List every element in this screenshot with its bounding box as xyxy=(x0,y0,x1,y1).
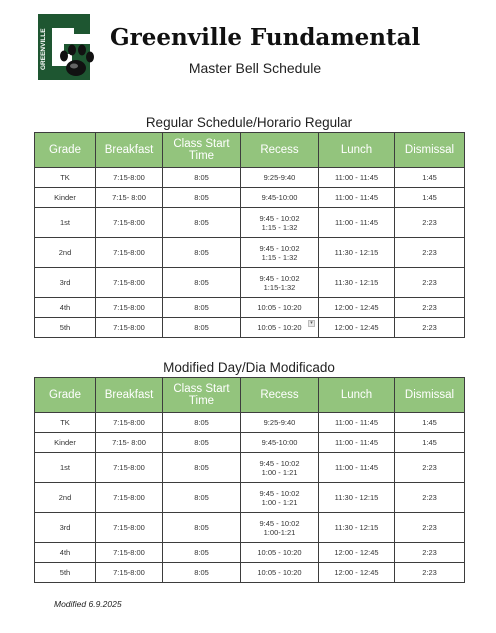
lunch-cell: 12:00 - 12:45 xyxy=(319,563,395,583)
recess-line: 9:45 - 10:02 xyxy=(259,213,300,223)
lunch-cell: 11:00 - 11:45 xyxy=(319,433,395,453)
recess-line: 9:25-9:40 xyxy=(263,173,296,182)
table-row xyxy=(35,298,465,318)
table-row xyxy=(35,318,465,338)
recess-line: 9:45 - 10:02 xyxy=(259,243,300,253)
grade-cell: 2nd xyxy=(35,238,96,268)
grade-cell: 4th xyxy=(35,543,96,563)
recess-cell xyxy=(241,238,319,268)
start-cell: 8:05 xyxy=(163,543,241,563)
table-row xyxy=(35,483,465,513)
recess-cell xyxy=(241,483,319,513)
recess-cell xyxy=(241,413,319,433)
recess-cell xyxy=(241,453,319,483)
lunch-cell: 11:30 - 12:15 xyxy=(319,513,395,543)
recess-cell[interactable] xyxy=(241,318,319,338)
recess-line: 9:45 - 10:02 xyxy=(259,518,300,528)
recess-line: 9:25-9:40 xyxy=(263,418,296,427)
col-header-class-start-time: Class Start Time xyxy=(163,378,241,413)
recess-line: 1:15-1:32 xyxy=(263,282,296,292)
recess-line: 1:00-1:21 xyxy=(263,527,296,537)
dismissal-cell: 2:23 xyxy=(395,238,465,268)
recess-line: 10:05 - 10:20 xyxy=(257,303,302,312)
modified-schedule-title: Modified Day/Dia Modificado xyxy=(163,360,335,375)
start-cell: 8:05 xyxy=(163,268,241,298)
regular-schedule-table xyxy=(34,132,465,338)
lunch-cell: 11:30 - 12:15 xyxy=(319,238,395,268)
school-logo xyxy=(34,12,96,82)
breakfast-cell: 7:15-8:00 xyxy=(96,483,163,513)
breakfast-cell: 7:15-8:00 xyxy=(96,563,163,583)
start-cell: 8:05 xyxy=(163,453,241,483)
start-cell: 8:05 xyxy=(163,413,241,433)
recess-line: 9:45-10:00 xyxy=(261,438,298,447)
breakfast-cell: 7:15-8:00 xyxy=(96,453,163,483)
recess-cell xyxy=(241,513,319,543)
start-cell: 8:05 xyxy=(163,318,241,338)
page-title: Greenville Fundamental xyxy=(110,24,421,51)
lunch-cell: 11:30 - 12:15 xyxy=(319,483,395,513)
modified-schedule-table xyxy=(34,377,465,583)
start-cell: 8:05 xyxy=(163,513,241,543)
grade-cell: 5th xyxy=(35,318,96,338)
dismissal-cell: 2:23 xyxy=(395,208,465,238)
col-header-class-start-time: Class Start Time xyxy=(163,133,241,168)
logo-lettering: GREENVILLE xyxy=(40,28,47,70)
grade-cell: TK xyxy=(35,413,96,433)
table-row xyxy=(35,238,465,268)
grade-cell: 3rd xyxy=(35,268,96,298)
table-row xyxy=(35,168,465,188)
dismissal-cell: 2:23 xyxy=(395,513,465,543)
breakfast-cell: 7:15-8:00 xyxy=(96,413,163,433)
dropdown-arrow-icon[interactable]: ▾ xyxy=(308,320,315,327)
breakfast-cell: 7:15-8:00 xyxy=(96,168,163,188)
dismissal-cell: 2:23 xyxy=(395,318,465,338)
start-cell: 8:05 xyxy=(163,563,241,583)
recess-line: 9:45 - 10:02 xyxy=(259,488,300,498)
recess-line: 10:05 - 10:20 xyxy=(257,568,302,577)
col-header-recess: Recess xyxy=(241,133,319,168)
col-header-recess: Recess xyxy=(241,378,319,413)
lunch-cell: 12:00 - 12:45 xyxy=(319,298,395,318)
dismissal-cell: 2:23 xyxy=(395,543,465,563)
lunch-cell: 11:00 - 11:45 xyxy=(319,208,395,238)
recess-line: 1:15 - 1:32 xyxy=(261,222,298,232)
recess-cell xyxy=(241,543,319,563)
breakfast-cell: 7:15-8:00 xyxy=(96,543,163,563)
dismissal-cell: 2:23 xyxy=(395,563,465,583)
dismissal-cell: 2:23 xyxy=(395,483,465,513)
grade-cell: 3rd xyxy=(35,513,96,543)
dismissal-cell: 1:45 xyxy=(395,413,465,433)
lunch-cell: 11:00 - 11:45 xyxy=(319,453,395,483)
col-header-lunch: Lunch xyxy=(319,133,395,168)
table-row xyxy=(35,268,465,298)
table-row xyxy=(35,513,465,543)
start-cell: 8:05 xyxy=(163,433,241,453)
lunch-cell: 11:30 - 12:15 xyxy=(319,268,395,298)
recess-line: 9:45 - 10:02 xyxy=(259,458,300,468)
table-row xyxy=(35,543,465,563)
recess-line: 10:05 - 10:20 xyxy=(257,548,302,557)
breakfast-cell: 7:15-8:00 xyxy=(96,298,163,318)
recess-cell xyxy=(241,563,319,583)
recess-cell xyxy=(241,268,319,298)
recess-cell xyxy=(241,208,319,238)
dismissal-cell: 1:45 xyxy=(395,433,465,453)
lunch-cell: 11:00 - 11:45 xyxy=(319,413,395,433)
table-row xyxy=(35,208,465,238)
grade-cell: Kinder xyxy=(35,433,96,453)
grade-cell: Kinder xyxy=(35,188,96,208)
recess-line: 9:45-10:00 xyxy=(261,193,298,202)
start-cell: 8:05 xyxy=(163,483,241,513)
page-subtitle: Master Bell Schedule xyxy=(188,60,322,76)
grade-cell: 1st xyxy=(35,453,96,483)
table-row xyxy=(35,413,465,433)
dismissal-cell: 2:23 xyxy=(395,268,465,298)
recess-line: 9:45 - 10:02 xyxy=(259,273,300,283)
breakfast-cell: 7:15-8:00 xyxy=(96,208,163,238)
table-row xyxy=(35,188,465,208)
recess-cell xyxy=(241,168,319,188)
dismissal-cell: 1:45 xyxy=(395,168,465,188)
grade-cell: 4th xyxy=(35,298,96,318)
dismissal-cell: 2:23 xyxy=(395,453,465,483)
col-header-breakfast: Breakfast xyxy=(96,133,163,168)
breakfast-cell: 7:15-8:00 xyxy=(96,513,163,543)
col-header-lunch: Lunch xyxy=(319,378,395,413)
lunch-cell: 11:00 - 11:45 xyxy=(319,188,395,208)
grade-cell: 5th xyxy=(35,563,96,583)
table-row xyxy=(35,563,465,583)
dismissal-cell: 1:45 xyxy=(395,188,465,208)
recess-line: 1:15 - 1:32 xyxy=(261,252,298,262)
breakfast-cell: 7:15-8:00 xyxy=(96,268,163,298)
lunch-cell: 11:00 - 11:45 xyxy=(319,168,395,188)
recess-line: 1:00 - 1:21 xyxy=(261,467,298,477)
col-header-dismissal: Dismissal xyxy=(395,378,465,413)
start-cell: 8:05 xyxy=(163,188,241,208)
col-header-breakfast: Breakfast xyxy=(96,378,163,413)
start-cell: 8:05 xyxy=(163,298,241,318)
start-cell: 8:05 xyxy=(163,168,241,188)
recess-line: 10:05 - 10:20 xyxy=(257,323,302,332)
regular-schedule-title: Regular Schedule/Horario Regular xyxy=(145,115,353,130)
breakfast-cell: 7:15- 8:00 xyxy=(96,188,163,208)
col-header-grade: Grade xyxy=(35,133,96,168)
dismissal-cell: 2:23 xyxy=(395,298,465,318)
recess-line: 1:00 - 1:21 xyxy=(261,497,298,507)
recess-cell xyxy=(241,188,319,208)
grade-cell: TK xyxy=(35,168,96,188)
breakfast-cell: 7:15-8:00 xyxy=(96,318,163,338)
table-row xyxy=(35,453,465,483)
modified-date-note: Modified 6.9.2025 xyxy=(54,599,122,609)
breakfast-cell: 7:15- 8:00 xyxy=(96,433,163,453)
start-cell: 8:05 xyxy=(163,208,241,238)
col-header-dismissal: Dismissal xyxy=(395,133,465,168)
table-row xyxy=(35,433,465,453)
recess-cell xyxy=(241,298,319,318)
breakfast-cell: 7:15-8:00 xyxy=(96,238,163,268)
start-cell: 8:05 xyxy=(163,238,241,268)
lunch-cell: 12:00 - 12:45 xyxy=(319,318,395,338)
col-header-grade: Grade xyxy=(35,378,96,413)
grade-cell: 1st xyxy=(35,208,96,238)
table-header-row xyxy=(35,378,465,413)
table-header-row xyxy=(35,133,465,168)
grade-cell: 2nd xyxy=(35,483,96,513)
lunch-cell: 12:00 - 12:45 xyxy=(319,543,395,563)
recess-cell xyxy=(241,433,319,453)
